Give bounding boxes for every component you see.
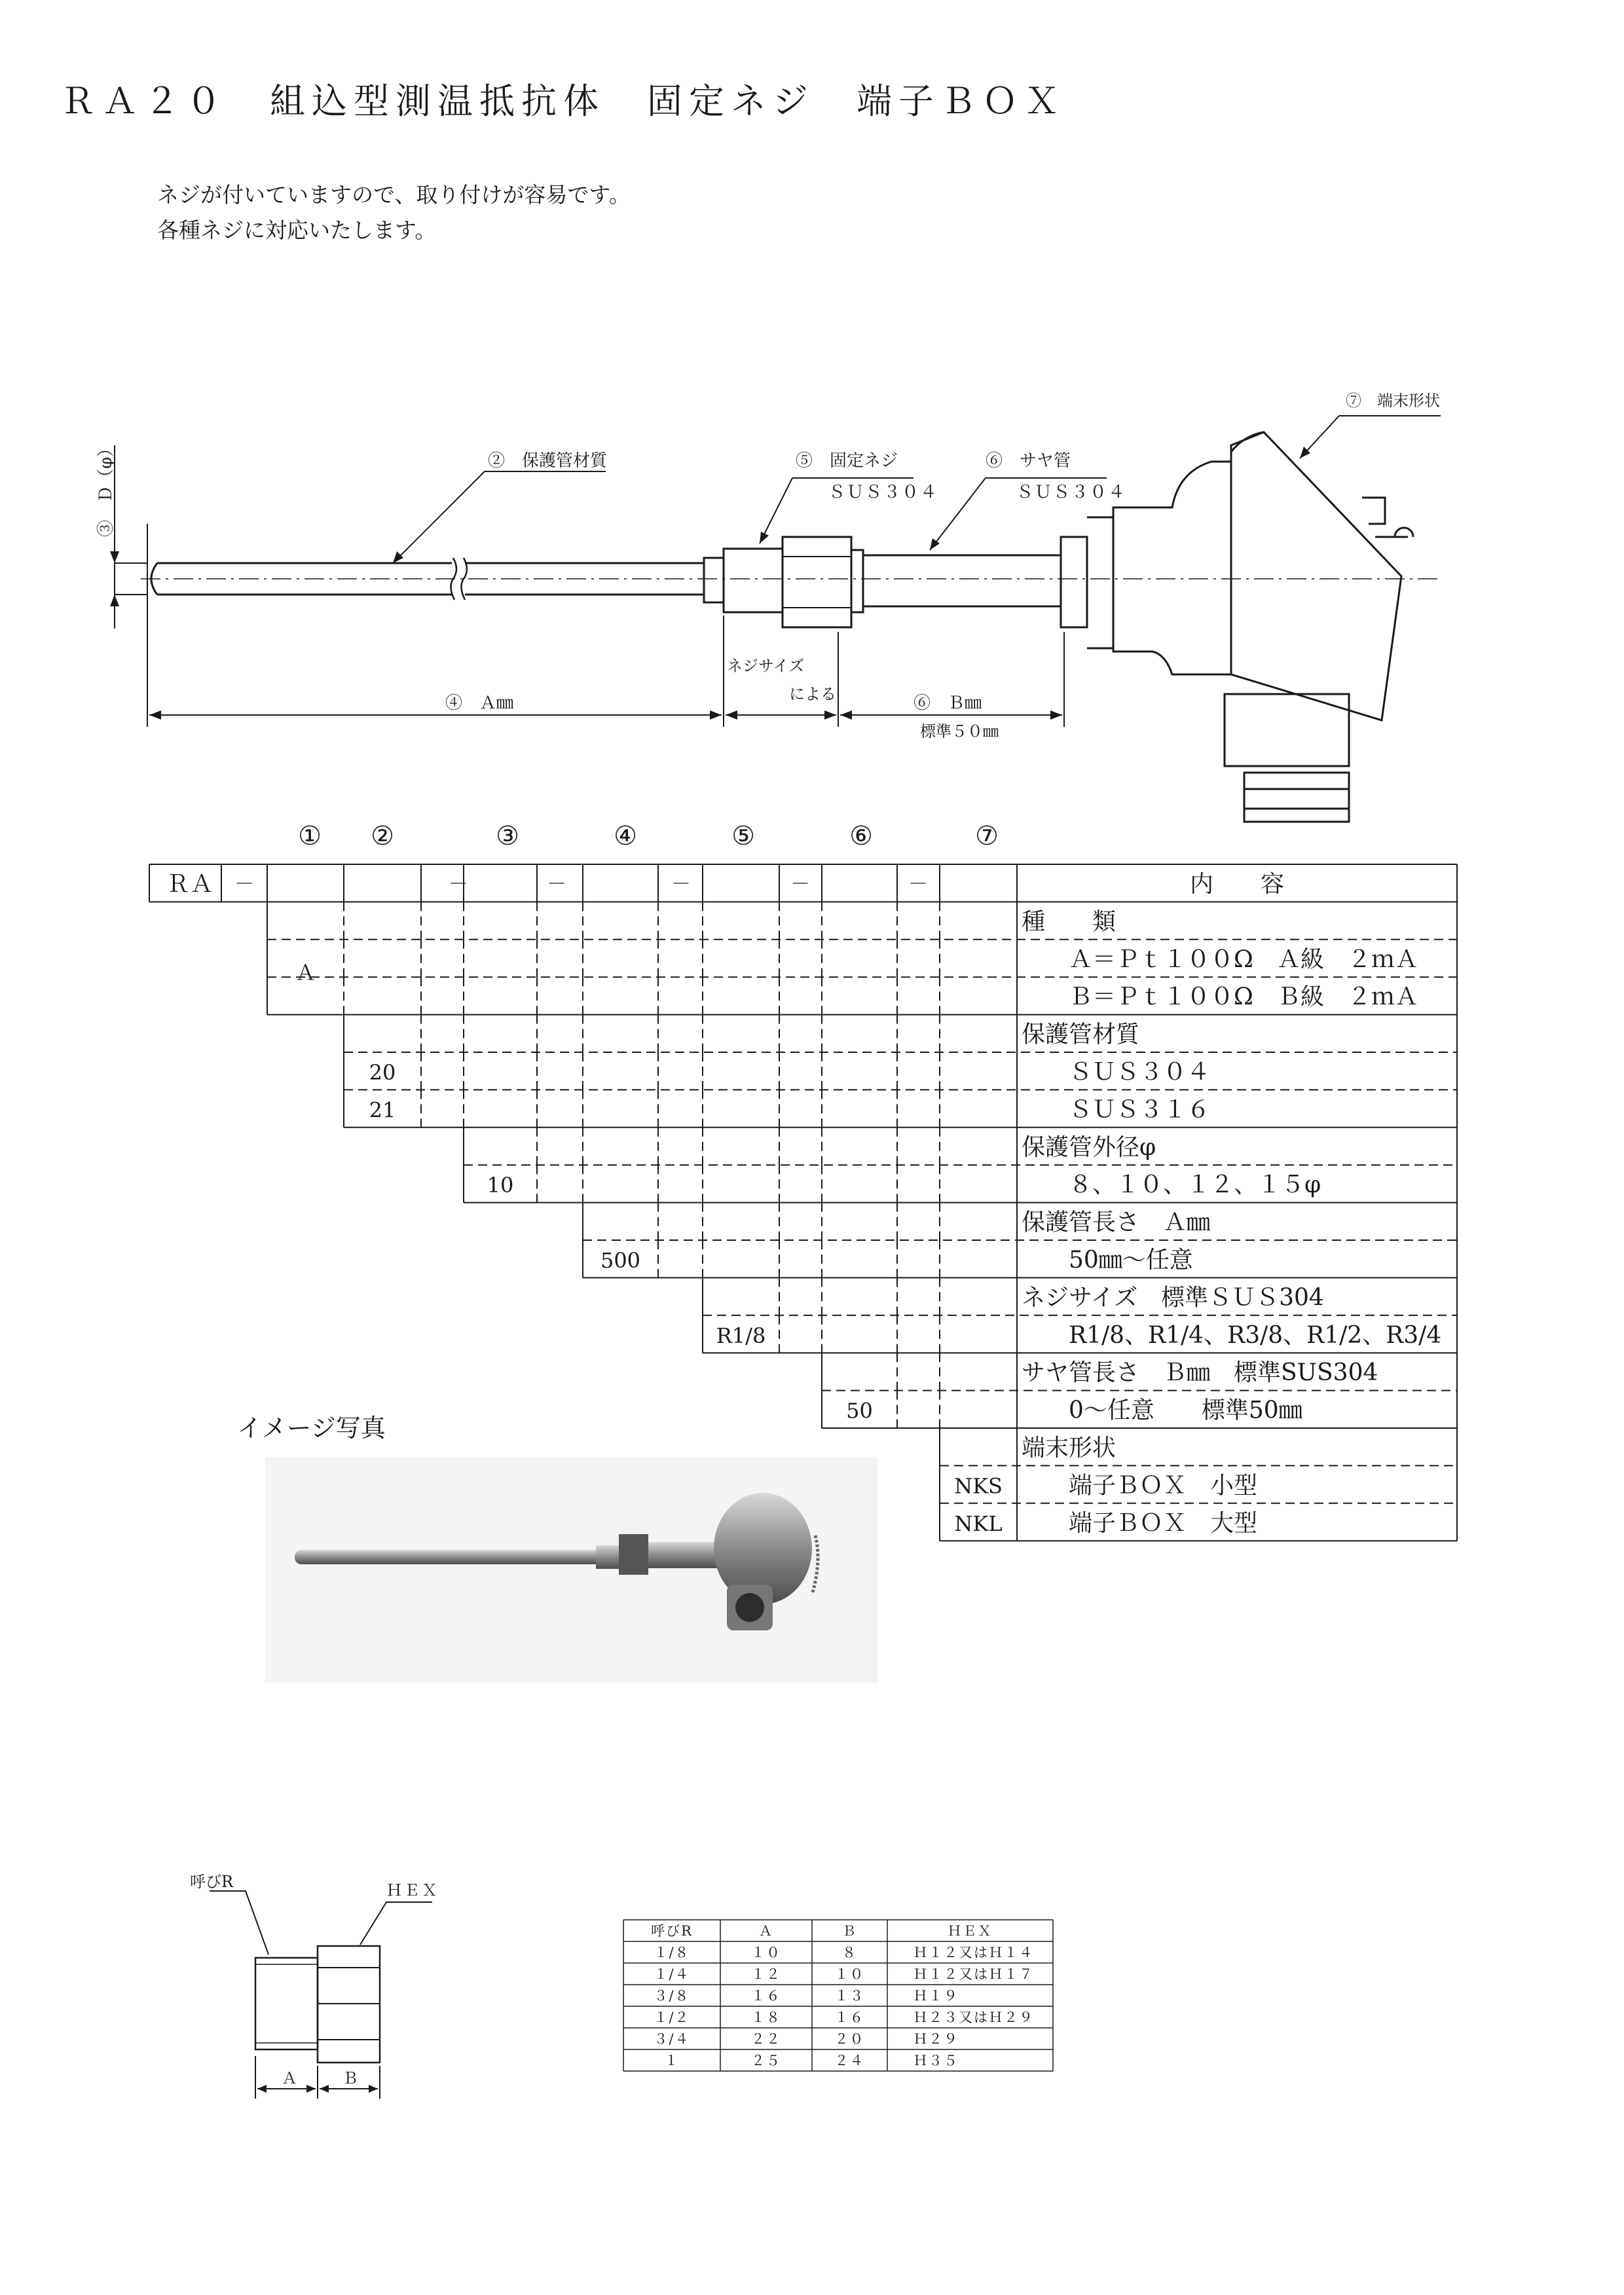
label-screw-size: ネジサイズ [727,657,805,675]
code-value: 20 [369,1060,396,1085]
content-row: 50㎜～任意 [1022,1247,1193,1274]
technical-drawing [0,0,1624,851]
code-dash: － [234,873,254,896]
label-hex: ＨＥＸ [386,1881,439,1900]
hex-table-cell: １８ [751,2010,781,2025]
hex-nipple-drawing [183,1873,458,2115]
code-value: 10 [487,1173,514,1198]
content-row: 種 類 [1022,908,1116,936]
code-value: NKS [954,1473,1003,1499]
label-fixing-screw-material: ＳＵＳ３０４ [828,483,939,502]
code-dash: － [671,873,691,896]
code-value: 500 [600,1248,641,1273]
code-prefix: ＲＡ [166,871,214,898]
hex-table-cell: ２４ [834,2053,865,2068]
label-length-b-standard: 標準５０㎜ [920,722,999,741]
column-number-4: ④ [614,821,637,851]
label-nominal-r: 呼びR [190,1873,234,1891]
label-terminal-shape: ⑦ 端末形状 [1346,392,1440,410]
intro-line-1: ネジが付いていますので、取り付けが容易です。 [157,182,631,208]
page-title: ＲＡ２０ 組込型測温抵抗体 固定ネジ 端子ＢＯＸ [60,81,1066,122]
label-length-b: ⑥ Ｂ㎜ [913,693,982,713]
content-row: 端末形状 [1022,1435,1116,1461]
label-diameter: ③ Ｄ（φ） [96,439,116,537]
content-row: 端子ＢＯＸ 大型 [1022,1509,1258,1537]
content-row: サヤ管長さ Ｂ㎜ 標準SUS304 [1022,1359,1378,1387]
label-length-a: ④ Ａ㎜ [445,693,514,713]
hex-table-cell: １/８ [654,1945,690,1960]
column-number-7: ⑦ [975,821,999,851]
content-row: 端子ＢＯＸ 小型 [1022,1472,1258,1499]
hex-table-cell: ２５ [751,2053,781,2068]
fixing-screw [724,549,783,612]
label-a: Ａ [282,2069,297,2087]
hex-table-cell: Ｈ３５ [913,2053,959,2068]
hex-table-cell: １６ [834,2010,865,2025]
hex-table-cell: １６ [751,1988,781,2004]
content-row: 保護管材質 [1022,1021,1140,1048]
code-dash: － [908,873,928,896]
column-number-2: ② [371,821,394,851]
content-row: 0～任意 標準50㎜ [1022,1397,1302,1424]
hex-table-header: Ｂ [842,1923,857,1939]
hex-table-cell: １０ [751,1945,781,1960]
code-value: Ａ [295,960,316,985]
code-value: 21 [369,1097,396,1123]
label-sheath-material: ＳＵＳ３０４ [1016,483,1127,502]
content-row: 保護管外径φ [1022,1133,1156,1161]
code-value: R1/8 [716,1323,766,1348]
content-row: ネジサイズ 標準ＳＵＳ304 [1022,1284,1324,1312]
hex-size-table [622,1919,1061,2108]
hex-table-cell: Ｈ２９ [913,2031,959,2047]
hex-table-header: ＨＥＸ [948,1923,993,1939]
hex-table-cell: ３/８ [654,1988,690,2004]
column-number-1: ① [298,821,322,851]
hex-table-cell: １２ [751,1966,781,1982]
hex-table-cell: １/４ [654,1966,690,1982]
photo-caption: イメージ写真 [237,1414,386,1442]
hex-table-cell: ３/４ [654,2031,690,2047]
label-screw-size-2: による [789,685,836,703]
hex-table-cell: Ｈ１２又はＨ１４ [913,1945,1034,1960]
content-row: ＳＵＳ３０４ [1022,1059,1211,1086]
column-number-5: ⑤ [731,821,755,851]
hex-table-cell: １０ [834,1966,865,1982]
content-row: ８、１０、１２、１５φ [1022,1171,1321,1199]
column-number-6: ⑥ [849,821,873,851]
label-sheath: ⑥ サヤ管 [986,451,1071,471]
terminal-box [1113,462,1231,674]
hex-table-cell: １ [664,2053,680,2068]
hex-table-cell: ２２ [751,2031,781,2047]
content-row: Ｂ＝Ｐｔ１００Ω Ｂ級 ２ｍＡ [1022,983,1418,1011]
product-photo-drawing [265,1457,877,1683]
label-fixing-screw: ⑤ 固定ネジ [796,451,898,471]
intro-line-2: 各種ネジに対応いたします。 [157,217,437,243]
hex-table-header: 呼びR [651,1923,693,1939]
code-dash: － [790,873,810,896]
hex-table-cell: Ｈ１９ [913,1988,959,2004]
hex-table-cell: ８ [842,1945,857,1960]
product-photo [265,1457,877,1683]
content-row: 保護管長さ Ａ㎜ [1022,1209,1211,1236]
hex-table-header: Ａ [758,1923,774,1939]
hex-table-cell: １３ [834,1988,865,2004]
hex-nut [783,537,851,627]
hex-table-cell: Ｈ２３又はＨ２９ [913,2010,1034,2025]
label-tube-material: ② 保護管材質 [488,451,608,471]
sheath-tube [863,555,1061,606]
content-header: 内 容 [1189,871,1285,898]
code-value: 50 [846,1398,873,1423]
content-row: Ａ＝Ｐｔ１００Ω Ａ級 ２ｍＡ [1022,946,1418,973]
hex-table-cell: １/２ [654,2010,690,2025]
code-dash: － [547,873,566,896]
code-value: NKL [954,1511,1003,1536]
column-number-3: ③ [496,821,519,851]
label-b: Ｂ [342,2069,358,2087]
hex-table-cell: ２０ [834,2031,865,2047]
content-row: ＳＵＳ３１６ [1022,1096,1211,1124]
code-dash: － [449,873,468,896]
hex-table-cell: Ｈ１２又はＨ１７ [913,1966,1034,1982]
content-row: R1/8、R1/4、R3/8、R1/2、R3/4 [1022,1321,1442,1349]
